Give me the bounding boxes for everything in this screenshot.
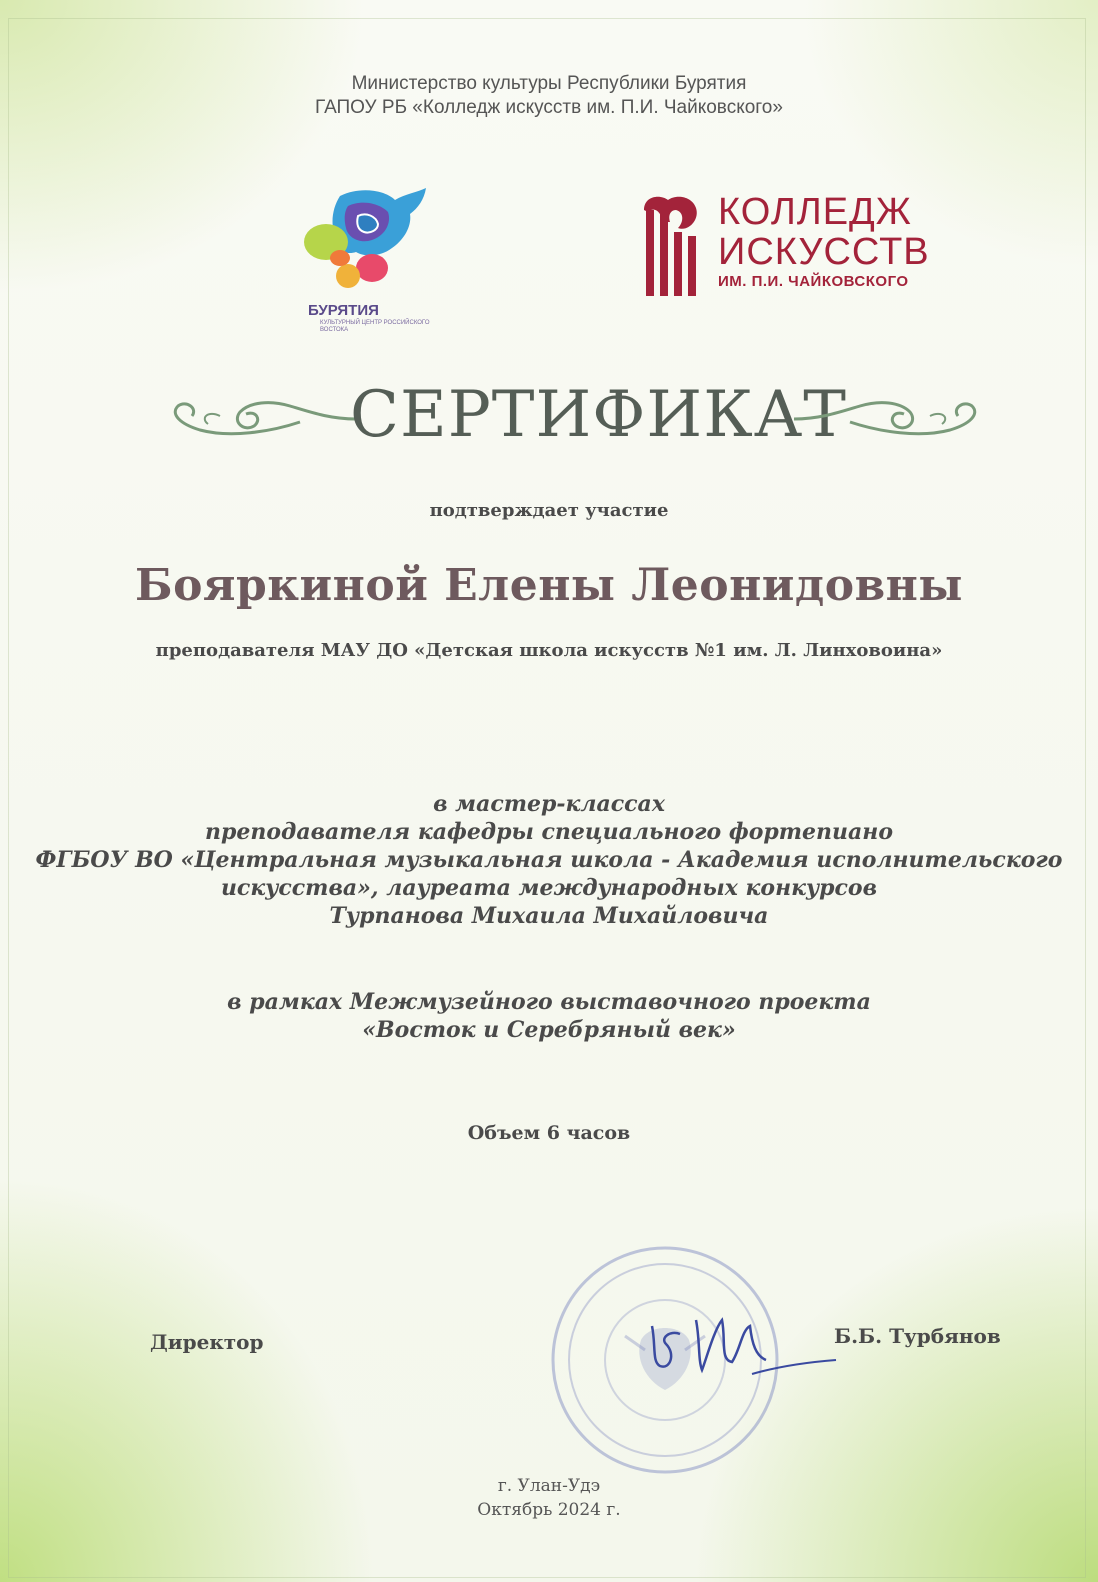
college-logo-line3: ИМ. П.И. ЧАЙКОВСКОГО bbox=[718, 273, 909, 290]
buryatia-logo-name: БУРЯТИЯ bbox=[308, 302, 379, 319]
director-signature-icon bbox=[640, 1290, 840, 1380]
issue-date: Октябрь 2024 г. bbox=[477, 1500, 621, 1520]
project-description bbox=[0, 988, 1098, 1044]
recipient-position: преподавателя МАУ ДО «Детская школа искусств №1 им. Л. Линховоина» bbox=[155, 640, 943, 661]
buryatia-logo bbox=[300, 186, 440, 346]
college-logo-line1: КОЛЛЕДЖ bbox=[718, 191, 912, 233]
right-flourish-icon bbox=[790, 392, 990, 446]
title-row bbox=[160, 378, 990, 458]
project-line: в рамках Межмузейного выставочного проекта bbox=[227, 989, 871, 1015]
event-line: преподавателя кафедры специального фортепиано bbox=[204, 819, 894, 845]
signer-role: Директор bbox=[150, 1330, 264, 1354]
event-description bbox=[0, 790, 1098, 930]
issue-city: г. Улан-Удэ bbox=[497, 1476, 601, 1496]
buryatia-emblem-icon bbox=[300, 186, 440, 306]
issuer-header bbox=[0, 72, 1098, 120]
signer-name: Б.Б. Турбянов bbox=[834, 1324, 1001, 1348]
event-line: ФГБОУ ВО «Центральная музыкальная школа - Академия исполнительского bbox=[35, 847, 1063, 873]
recipient-name: Бояркиной Елены Леонидовны bbox=[135, 560, 963, 611]
hours-volume: Объем 6 часов bbox=[467, 1122, 631, 1144]
place-and-date bbox=[0, 1474, 1098, 1522]
college-logo-line2: ИСКУССТВ bbox=[718, 231, 930, 273]
college-logo bbox=[640, 192, 940, 302]
project-line: «Восток и Серебряный век» bbox=[362, 1017, 736, 1043]
event-line: искусства», лауреата международных конкурсов bbox=[220, 875, 878, 901]
buryatia-logo-subtitle: КУЛЬТУРНЫЙ ЦЕНТР РОССИЙСКОГО ВОСТОКА bbox=[320, 320, 430, 333]
event-line: в мастер-классах bbox=[433, 791, 665, 817]
college-line: ГАПОУ РБ «Колледж искусств им. П.И. Чайковского» bbox=[315, 97, 783, 118]
certificate-title: СЕРТИФИКАТ bbox=[350, 378, 847, 452]
confirm-text: подтверждает участие bbox=[429, 500, 669, 521]
college-logo-text bbox=[718, 192, 930, 292]
event-line: Турпанова Михаила Михайловича bbox=[329, 903, 769, 929]
ministry-line: Министерство культуры Республики Бурятия bbox=[351, 73, 747, 94]
college-emblem-icon bbox=[640, 192, 704, 300]
left-flourish-icon bbox=[160, 392, 360, 446]
